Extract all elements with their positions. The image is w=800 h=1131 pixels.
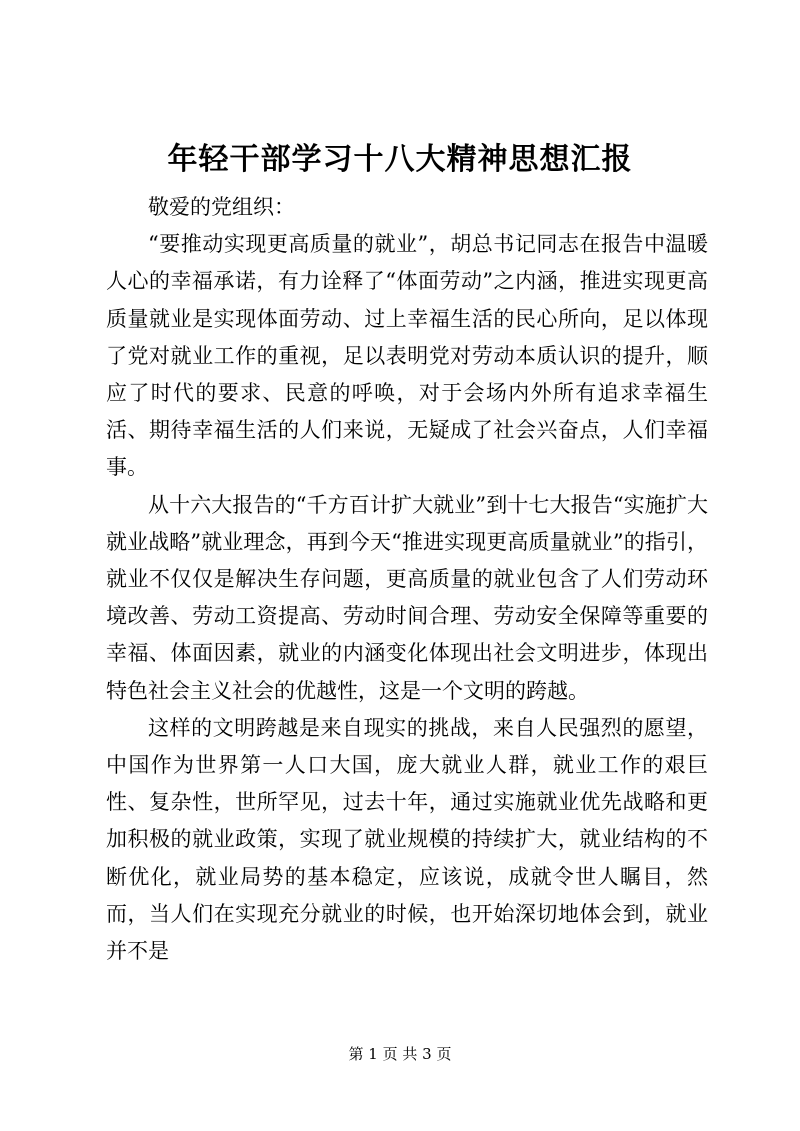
paragraph-1: “要推动实现更高质量的就业”，胡总书记同志在报告中温暖人心的幸福承诺，有力诠释了“体面劳动”之内涵，推进实现更高质量就业是实现体面劳动、过上幸福生活的民心所向，足以体现了党对就业工作的重视，足以表明党对劳动本质认识的提升，顺应了时代的要求、民意的呼唤，对于会场内外所有追求幸福生活、期待幸福生活的人们来说，无疑成了社会兴奋点，人们幸福事。 — [106, 232, 708, 480]
paragraph-3: 这样的文明跨越是来自现实的挑战，来自人民强烈的愿望，中国作为世界第一人口大国，庞大就业人群，就业工作的艰巨性、复杂性，世所罕见，过去十年，通过实施就业优先战略和更加积极的就业政策，实现了就业规模的持续扩大，就业结构的不断优化，就业局势的基本稳定，应该说，成就令世人瞩目，然而，当人们在实现充分就业的时候，也开始深切地体会到，就业并不是 — [106, 715, 708, 964]
page-footer: 第 1 页 共 3 页 — [348, 1045, 452, 1063]
paragraph-2: 从十六大报告的“千方百计扩大就业”到十七大报告“实施扩大就业战略”就业理念，再到今天“推进实现更高质量就业”的指引，就业不仅仅是解决生存问题，更高质量的就业包含了人们劳动环境改善、劳动工资提高、劳动时间合理、劳动安全保障等重要的幸福、体面因素，就业的内涵变化体现出社会文明进步，体现出特色社会主义社会的优越性，这是一个文明的跨越。 — [106, 492, 708, 703]
salutation: 敬爱的党组织： — [148, 195, 295, 219]
document-body — [106, 189, 708, 970]
document-title: 年轻干部学习十八大精神思想汇报 — [167, 142, 633, 177]
